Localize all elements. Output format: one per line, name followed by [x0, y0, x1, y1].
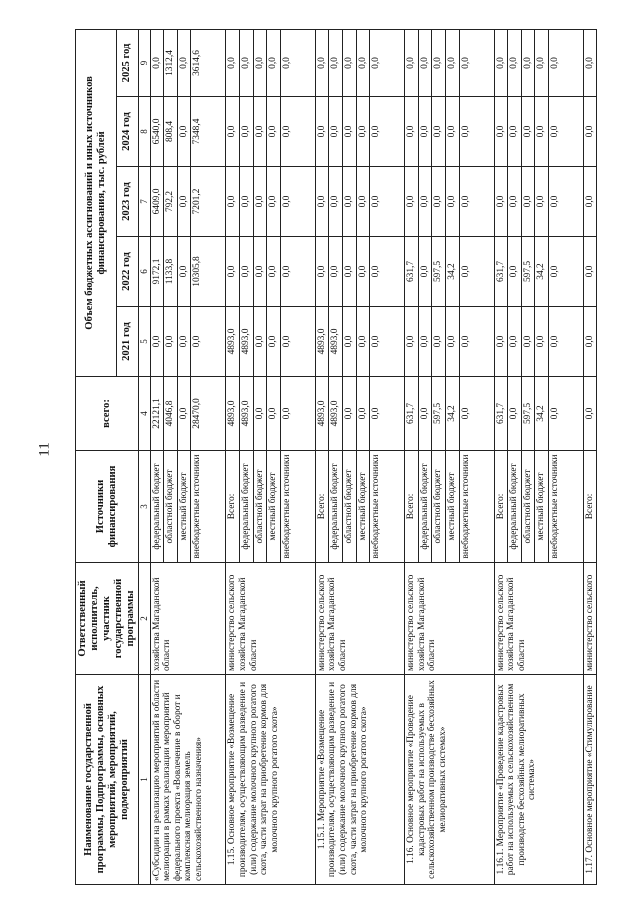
year-value: 0,0: [226, 237, 240, 307]
measure-name: 1.16.1. Мероприятие «Проведение кадастровых работ на используемых в сельскохозяйственном производстве бесхозяйных мелиоративных системах»: [494, 675, 583, 885]
year-value: 0,0: [405, 97, 419, 167]
year-value: 597,5: [432, 237, 446, 307]
year-value: 34,2: [535, 237, 549, 307]
year-value: 0,0: [494, 97, 508, 167]
year-value: 0,0: [583, 307, 597, 377]
total-value: 4893,0: [226, 377, 240, 451]
year-value: 0,0: [150, 29, 164, 96]
year-value: 1312,4: [164, 29, 178, 96]
year-value: 0,0: [459, 237, 494, 307]
year-value: 0,0: [521, 167, 535, 237]
year-value: 0,0: [315, 237, 329, 307]
year-value: 0,0: [548, 167, 583, 237]
column-number: 5: [139, 307, 151, 377]
year-value: 7348,4: [191, 97, 226, 167]
year-value: 34,2: [445, 237, 459, 307]
year-value: 792,2: [164, 167, 178, 237]
year-value: 0,0: [548, 29, 583, 96]
year-value: 0,0: [535, 29, 549, 96]
total-value: 0,0: [267, 377, 281, 451]
year-value: 0,0: [445, 167, 459, 237]
year-value: 0,0: [548, 97, 583, 167]
year-value: 808,4: [164, 97, 178, 167]
column-number: 6: [139, 237, 151, 307]
year-value: 0,0: [342, 29, 356, 96]
year-value: 0,0: [583, 167, 597, 237]
year-value: 0,0: [405, 29, 419, 96]
total-value: 4893,0: [315, 377, 329, 451]
year-value: 0,0: [267, 167, 281, 237]
funding-source: областной бюджет: [521, 451, 535, 563]
total-value: 4893,0: [329, 377, 343, 451]
year-value: 0,0: [191, 307, 226, 377]
year-value: 0,0: [329, 29, 343, 96]
year-value: 0,0: [521, 97, 535, 167]
year-value: 0,0: [418, 167, 432, 237]
funding-source: местный бюджет: [356, 451, 370, 563]
year-value: 597,5: [521, 237, 535, 307]
column-number: 2: [139, 563, 151, 675]
funding-source: Всего:: [583, 451, 597, 563]
year-value: 0,0: [508, 307, 522, 377]
funding-source: Всего:: [405, 451, 419, 563]
funding-source: местный бюджет: [445, 451, 459, 563]
funding-source: федеральный бюджет: [329, 451, 343, 563]
year-value: 0,0: [494, 167, 508, 237]
total-value: 34,2: [445, 377, 459, 451]
year-value: 0,0: [521, 29, 535, 96]
year-value: 0,0: [315, 29, 329, 96]
funding-source: местный бюджет: [177, 451, 191, 563]
year-value: 0,0: [177, 97, 191, 167]
year-value: 0,0: [226, 29, 240, 96]
year-value: 0,0: [405, 167, 419, 237]
year-value: 0,0: [445, 97, 459, 167]
year-value: 0,0: [329, 237, 343, 307]
year-value: 6540,0: [150, 97, 164, 167]
funding-source: Всего:: [226, 451, 240, 563]
year-value: 0,0: [508, 237, 522, 307]
year-value: 0,0: [280, 29, 315, 96]
year-value: 0,0: [239, 237, 253, 307]
funding-source: областной бюджет: [342, 451, 356, 563]
year-value: 0,0: [177, 29, 191, 96]
year-value: 0,0: [267, 307, 281, 377]
year-value: 0,0: [329, 167, 343, 237]
measure-name: 1.15.1. Мероприятие «Возмещение производителям, осуществляющим разведение и (или) содержание молочного крупного рогатого скота, части затрат на приобретение кормов для молочного крупного рогатого скота»: [315, 675, 404, 885]
year-value: 0,0: [315, 97, 329, 167]
year-value: 0,0: [583, 29, 597, 96]
executor: министерство сельского хозяйства Магаданской области: [226, 563, 315, 675]
year-value: 0,0: [494, 307, 508, 377]
executor: министерство сельского хозяйства Магаданской области: [315, 563, 404, 675]
measure-name: 1.15. Основное мероприятие «Возмещение производителям, осуществляющим разведение и (или) содержание молочного крупного рогатого скота, части затрат на приобретение кормов для молочного крупного рогатого скота»: [226, 675, 315, 885]
page-number: 11: [36, 442, 53, 457]
year-value: 4893,0: [329, 307, 343, 377]
total-value: 631,7: [405, 377, 419, 451]
year-value: 0,0: [370, 167, 405, 237]
header-year: 2022 год: [116, 237, 139, 307]
year-value: 0,0: [370, 97, 405, 167]
year-value: 0,0: [342, 237, 356, 307]
year-value: 0,0: [226, 167, 240, 237]
year-value: 631,7: [405, 237, 419, 307]
funding-source: внебюджетные источники: [459, 451, 494, 563]
year-value: 631,7: [494, 237, 508, 307]
measure-name: 1.16. Основное мероприятие «Проведение кадастровых работ на используемых в сельскохозяйственном производстве бесхозяйных мелиоративных системах»: [405, 675, 494, 885]
funding-source: областной бюджет: [253, 451, 267, 563]
total-value: 22121,1: [150, 377, 164, 451]
year-value: 0,0: [267, 97, 281, 167]
header-year: 2025 год: [116, 29, 139, 96]
total-value: 597,5: [432, 377, 446, 451]
year-value: 0,0: [329, 97, 343, 167]
rotated-sheet: [75, 30, 605, 885]
year-value: 0,0: [432, 29, 446, 96]
year-value: 0,0: [315, 167, 329, 237]
table-row: [583, 29, 597, 884]
column-number: 4: [139, 377, 151, 451]
year-value: 0,0: [432, 307, 446, 377]
year-value: 0,0: [239, 29, 253, 96]
year-value: 0,0: [535, 167, 549, 237]
year-value: 0,0: [280, 307, 315, 377]
year-value: 0,0: [164, 307, 178, 377]
year-value: 0,0: [445, 307, 459, 377]
total-value: 0,0: [177, 377, 191, 451]
year-value: 6409,0: [150, 167, 164, 237]
year-value: 0,0: [459, 307, 494, 377]
year-value: 0,0: [370, 29, 405, 96]
year-value: 0,0: [267, 29, 281, 96]
total-value: 0,0: [418, 377, 432, 451]
year-value: 0,0: [418, 237, 432, 307]
year-value: 0,0: [356, 97, 370, 167]
year-value: 0,0: [583, 97, 597, 167]
year-value: 0,0: [342, 167, 356, 237]
executor: министерство сельского хозяйства Магаданской области: [405, 563, 494, 675]
funding-source: местный бюджет: [535, 451, 549, 563]
total-value: 0,0: [370, 377, 405, 451]
funding-source: внебюджетные источники: [280, 451, 315, 563]
total-value: 0,0: [508, 377, 522, 451]
year-value: 0,0: [253, 237, 267, 307]
total-value: 4046,8: [164, 377, 178, 451]
total-value: 597,5: [521, 377, 535, 451]
total-value: 631,7: [494, 377, 508, 451]
funding-source: федеральный бюджет: [418, 451, 432, 563]
year-value: 0,0: [418, 29, 432, 96]
year-value: 0,0: [508, 167, 522, 237]
year-value: 0,0: [267, 237, 281, 307]
year-value: 0,0: [370, 307, 405, 377]
year-value: 3614,6: [191, 29, 226, 96]
funding-source: Всего:: [494, 451, 508, 563]
year-value: 0,0: [508, 29, 522, 96]
year-value: 0,0: [370, 237, 405, 307]
year-value: 0,0: [239, 97, 253, 167]
year-value: 0,0: [459, 29, 494, 96]
total-value: 0,0: [356, 377, 370, 451]
year-value: 0,0: [356, 167, 370, 237]
year-value: 0,0: [535, 97, 549, 167]
executor: министерство сельского хозяйства Магаданской области: [494, 563, 583, 675]
year-value: 0,0: [342, 97, 356, 167]
year-value: 0,0: [280, 167, 315, 237]
column-number: 8: [139, 97, 151, 167]
year-value: 0,0: [418, 97, 432, 167]
funding-source: Всего:: [315, 451, 329, 563]
header-executor: Ответственный исполнитель, участник государственной программы: [76, 563, 139, 675]
year-value: 0,0: [508, 97, 522, 167]
year-value: 4893,0: [315, 307, 329, 377]
year-value: 0,0: [535, 307, 549, 377]
year-value: 9172,1: [150, 237, 164, 307]
year-value: 0,0: [521, 307, 535, 377]
funding-source: федеральный бюджет: [508, 451, 522, 563]
table-row: [150, 29, 164, 884]
year-value: 0,0: [405, 307, 419, 377]
year-value: 0,0: [177, 307, 191, 377]
year-value: 0,0: [253, 307, 267, 377]
funding-source: федеральный бюджет: [239, 451, 253, 563]
year-value: 0,0: [548, 307, 583, 377]
funding-source: федеральный бюджет: [150, 451, 164, 563]
funding-source: внебюджетные источники: [191, 451, 226, 563]
year-value: 0,0: [356, 29, 370, 96]
year-value: 0,0: [418, 307, 432, 377]
year-value: 0,0: [280, 237, 315, 307]
header-group: Объем бюджетных ассигнований и иных источников финансирования, тыс. рублей: [76, 29, 117, 376]
column-number: 9: [139, 29, 151, 96]
total-value: 34,2: [535, 377, 549, 451]
funding-source: внебюджетные источники: [548, 451, 583, 563]
year-value: 0,0: [356, 307, 370, 377]
header-name: Наименование государственной программы, Подпрограммы, основных мероприятий, мероприятий, подмероприятий: [76, 675, 139, 885]
header-year: 2024 год: [116, 97, 139, 167]
header-source: Источники финансирования: [76, 451, 139, 563]
funding-source: областной бюджет: [164, 451, 178, 563]
funding-source: внебюджетные источники: [370, 451, 405, 563]
year-value: 7201,2: [191, 167, 226, 237]
year-value: 0,0: [356, 237, 370, 307]
year-value: 10305,8: [191, 237, 226, 307]
total-value: 4893,0: [239, 377, 253, 451]
total-value: 0,0: [280, 377, 315, 451]
table-row: [226, 29, 240, 884]
year-value: 0,0: [459, 97, 494, 167]
funding-source: областной бюджет: [432, 451, 446, 563]
year-value: 0,0: [239, 167, 253, 237]
column-number: 7: [139, 167, 151, 237]
table-body: [150, 29, 597, 884]
measure-name: 1.17. Основное мероприятие «Стимулирование: [583, 675, 597, 885]
header-total: всего:: [76, 377, 139, 451]
year-value: 1133,8: [164, 237, 178, 307]
year-value: 0,0: [494, 29, 508, 96]
header-year: 2023 год: [116, 167, 139, 237]
year-value: 4893,0: [239, 307, 253, 377]
executor: хозяйства Магаданской области: [150, 563, 226, 675]
column-number: 3: [139, 451, 151, 563]
year-value: 4893,0: [226, 307, 240, 377]
year-value: 0,0: [177, 167, 191, 237]
year-value: 0,0: [432, 167, 446, 237]
funding-source: местный бюджет: [267, 451, 281, 563]
year-value: 0,0: [583, 237, 597, 307]
table-row: [405, 29, 419, 884]
year-value: 0,0: [150, 307, 164, 377]
total-value: 0,0: [583, 377, 597, 451]
total-value: 0,0: [459, 377, 494, 451]
year-value: 0,0: [548, 237, 583, 307]
total-value: 28470,0: [191, 377, 226, 451]
header-year: 2021 год: [116, 307, 139, 377]
measure-name: «Субсидии на реализацию мероприятий в области мелиорации в рамках реализации мероприятий федерального проекта «Вовлечение в оборот и комплексная мелиорация земель сельскохозяйственного назначения»: [150, 675, 226, 885]
budget-table: [75, 29, 597, 885]
total-value: 0,0: [253, 377, 267, 451]
table-row: [315, 29, 329, 884]
year-value: 0,0: [445, 29, 459, 96]
year-value: 0,0: [253, 97, 267, 167]
year-value: 0,0: [432, 97, 446, 167]
year-value: 0,0: [226, 97, 240, 167]
total-value: 0,0: [548, 377, 583, 451]
year-value: 0,0: [342, 307, 356, 377]
year-value: 0,0: [253, 167, 267, 237]
year-value: 0,0: [280, 97, 315, 167]
year-value: 0,0: [253, 29, 267, 96]
year-value: 0,0: [177, 237, 191, 307]
table-row: [494, 29, 508, 884]
year-value: 0,0: [459, 167, 494, 237]
column-number: 1: [139, 675, 151, 885]
executor: министерство сельского: [583, 563, 597, 675]
total-value: 0,0: [342, 377, 356, 451]
